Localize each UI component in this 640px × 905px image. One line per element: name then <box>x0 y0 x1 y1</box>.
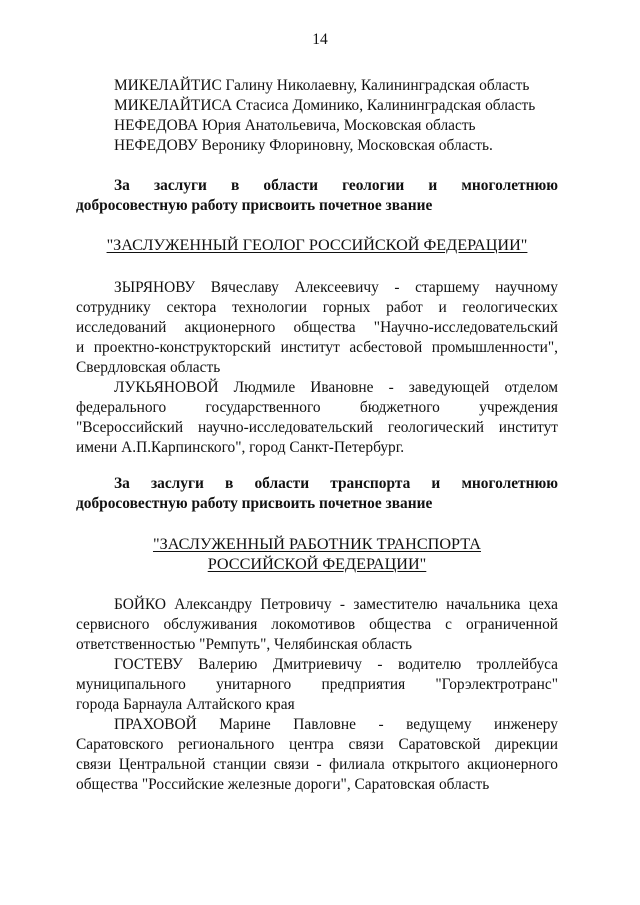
intro-line: За заслуги в области геологии и многолетнюю <box>114 177 558 194</box>
award-title: РОССИЙСКОЙ ФЕДЕРАЦИИ" <box>207 555 427 573</box>
entry-line: имени А.П.Карпинского", город Санкт-Петербург. <box>76 439 405 456</box>
geology-title <box>76 235 558 255</box>
transport-intro <box>76 474 558 514</box>
geology-intro <box>76 176 558 216</box>
entry-line: ПРАХОВОЙ Марине Павловне - ведущему инженеру <box>114 716 558 733</box>
list-item: НЕФЕДОВУ Веронику Флориновну, Московская область. <box>114 137 493 154</box>
list-item: НЕФЕДОВА Юрия Анатольевича, Московская область <box>114 117 476 134</box>
entry-line: ГОСТЕВУ Валерию Дмитриевичу - водителю троллейбуса <box>114 656 558 673</box>
entry-line: сервисного обслуживания локомотивов общества с ограниченной <box>76 616 558 633</box>
entry-line: связи Центральной станции связи - филиала открытого акционерного <box>76 756 558 773</box>
entry-line: Свердловская область <box>76 359 221 376</box>
entry-line: и проектно-конструкторский институт асбестовой промышленности", <box>76 339 558 356</box>
entry-line: БОЙКО Александру Петровичу - заместителю начальника цеха <box>114 596 558 613</box>
entry-line: ЗЫРЯНОВУ Вячеславу Алексеевичу - старшему научному <box>114 279 558 296</box>
award-title: "ЗАСЛУЖЕННЫЙ РАБОТНИК ТРАНСПОРТА <box>152 535 481 553</box>
page-number: 14 <box>312 31 328 48</box>
entry-line: муниципального унитарного предприятия "Горэлектротранс" <box>76 676 558 693</box>
entry-line: общества "Российские железные дороги", Саратовская область <box>76 776 490 793</box>
entry-line: исследований акционерного общества "Научно-исследовательский <box>76 319 558 336</box>
geology-entries <box>76 278 558 458</box>
transport-title <box>76 534 558 574</box>
entry-line: федерального государственного бюджетного учреждения <box>76 399 558 416</box>
transport-entries <box>76 595 558 795</box>
intro-line: добросовестную работу присвоить почетное звание <box>76 495 433 512</box>
entry-line: сотруднику сектора технологии горных работ и геологических <box>76 299 558 316</box>
entry-line: города Барнаула Алтайского края <box>76 696 295 713</box>
entry-line: "Всероссийский научно-исследовательский геологический институт <box>76 419 558 436</box>
list-item: МИКЕЛАЙТИСА Стасиса Доминико, Калининградская область <box>114 97 536 114</box>
intro-line: добросовестную работу присвоить почетное звание <box>76 197 433 214</box>
intro-line: За заслуги в области транспорта и многолетнюю <box>114 475 558 492</box>
names-top-list <box>76 76 558 156</box>
list-item: МИКЕЛАЙТИС Галину Николаевну, Калининградская область <box>114 77 530 94</box>
entry-line: ответственностью "Ремпуть", Челябинская область <box>76 636 413 653</box>
award-title: "ЗАСЛУЖЕННЫЙ ГЕОЛОГ РОССИЙСКОЙ ФЕДЕРАЦИИ" <box>106 236 528 254</box>
entry-line: Саратовского регионального центра связи Саратовской дирекции <box>76 736 558 753</box>
entry-line: ЛУКЬЯНОВОЙ Людмиле Ивановне - заведующей отделом <box>114 379 558 396</box>
